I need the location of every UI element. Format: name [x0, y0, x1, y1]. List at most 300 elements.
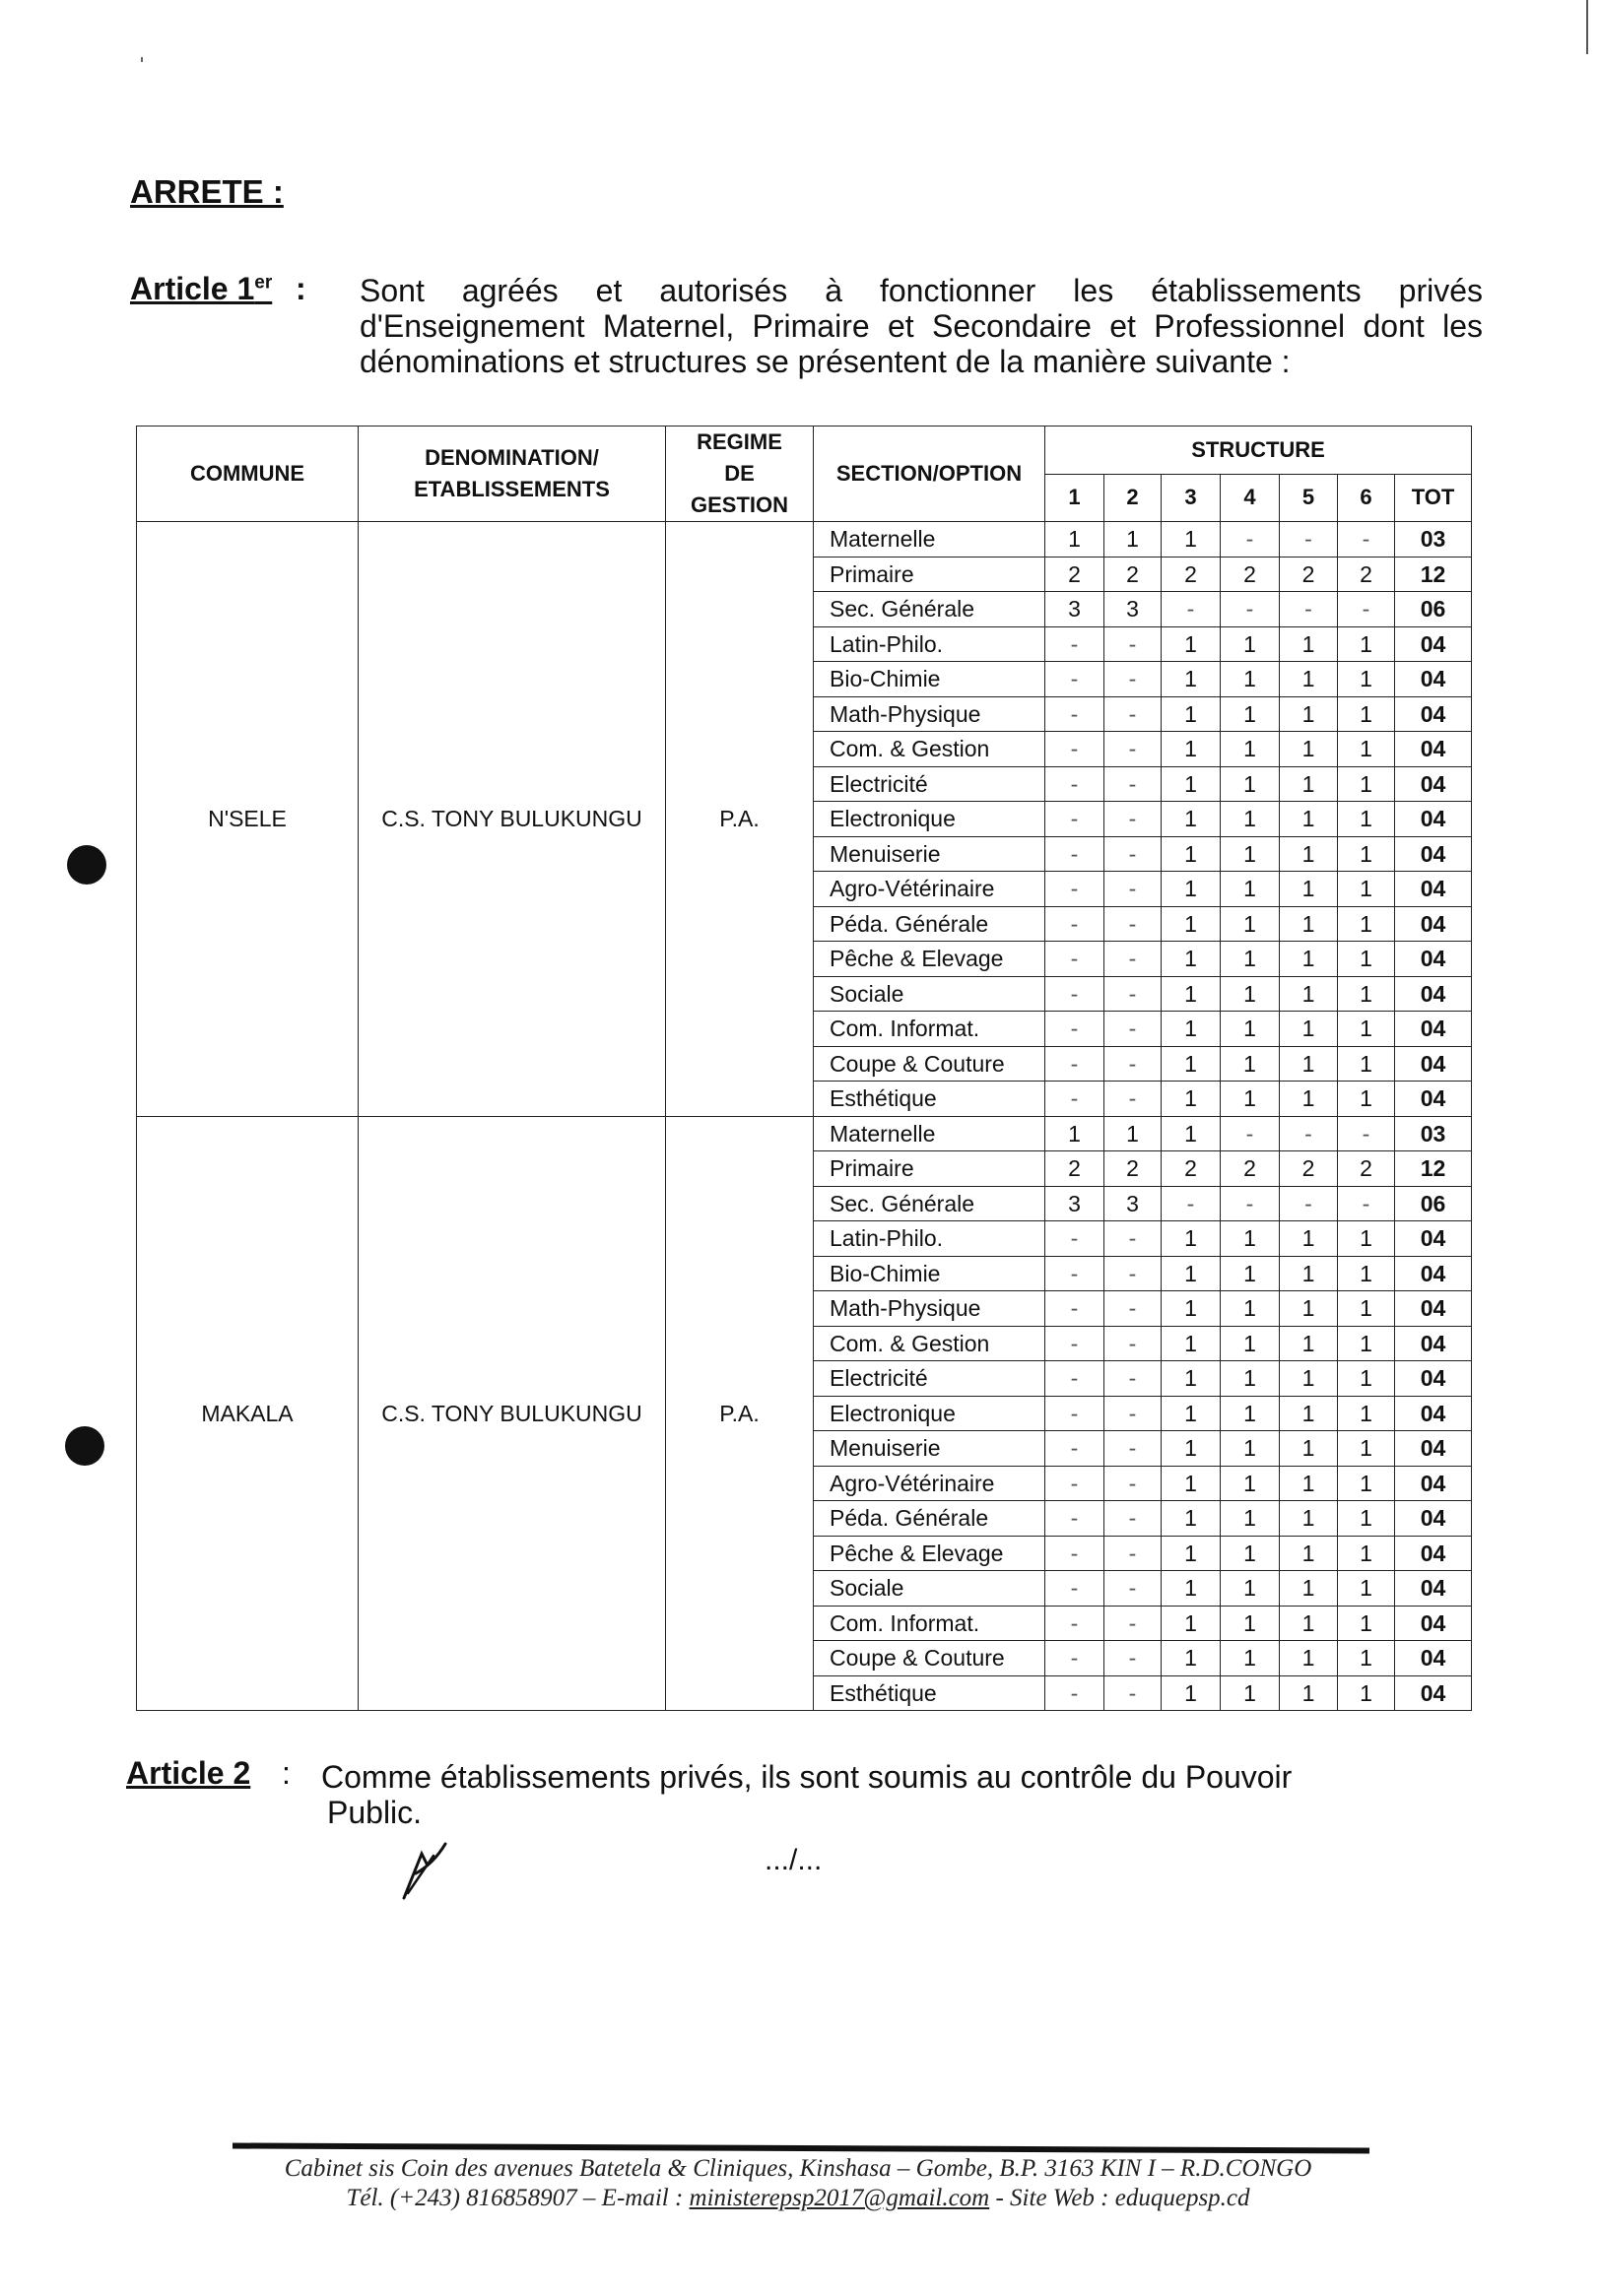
structure-cell-4: - — [1221, 1186, 1280, 1221]
article-2-text-line2: Public. — [327, 1795, 423, 1830]
total-cell: 04 — [1395, 732, 1472, 767]
continued-marker: .../... — [765, 1844, 823, 1876]
section-cell: Pêche & Elevage — [814, 942, 1045, 977]
structure-cell-1: - — [1045, 836, 1104, 872]
structure-cell-4: 1 — [1221, 1291, 1280, 1327]
section-cell: Péda. Générale — [814, 906, 1045, 942]
structure-cell-3: 1 — [1162, 1046, 1221, 1082]
structure-cell-5: 1 — [1280, 976, 1338, 1012]
structure-cell-6: 1 — [1338, 1326, 1395, 1361]
structure-cell-5: 1 — [1280, 1326, 1338, 1361]
structure-cell-3: - — [1162, 592, 1221, 627]
structure-cell-1: - — [1045, 1291, 1104, 1327]
structure-cell-4: 1 — [1221, 1326, 1280, 1361]
structure-cell-6: 1 — [1338, 1012, 1395, 1047]
structure-cell-2: 2 — [1104, 557, 1162, 592]
structure-cell-5: 1 — [1280, 1221, 1338, 1257]
total-cell: 04 — [1395, 942, 1472, 977]
structure-cell-1: - — [1045, 696, 1104, 732]
structure-cell-5: 1 — [1280, 1501, 1338, 1537]
structure-cell-3: 2 — [1162, 1151, 1221, 1187]
article-2-text — [321, 1759, 1385, 1830]
structure-cell-3: 2 — [1162, 557, 1221, 592]
table-body — [137, 522, 1472, 1711]
structure-cell-2: - — [1104, 1606, 1162, 1641]
section-cell: Bio-Chimie — [814, 1256, 1045, 1291]
article-1-text: Sont agréés et autorisés à fonctionner les établissements privés d'Enseignement Maternel, Primaire et Secondaire et Professionnel dont les dénominations et structures se présentent de la manière suivante : — [360, 273, 1483, 379]
structure-cell-4: 1 — [1221, 1361, 1280, 1397]
section-cell: Agro-Vétérinaire — [814, 872, 1045, 907]
structure-cell-5: 1 — [1280, 1466, 1338, 1501]
structure-cell-2: - — [1104, 732, 1162, 767]
footer-contact — [158, 2185, 1438, 2212]
structure-cell-3: 1 — [1162, 1466, 1221, 1501]
total-cell: 04 — [1395, 766, 1472, 802]
structure-cell-6: 1 — [1338, 626, 1395, 662]
structure-cell-5: 1 — [1280, 1571, 1338, 1607]
structure-cell-5: 1 — [1280, 696, 1338, 732]
structure-cell-1: 2 — [1045, 557, 1104, 592]
section-cell: Latin-Philo. — [814, 626, 1045, 662]
structure-cell-6: - — [1338, 592, 1395, 627]
structure-cell-6: 1 — [1338, 1361, 1395, 1397]
structure-cell-2: - — [1104, 1256, 1162, 1291]
total-cell: 12 — [1395, 557, 1472, 592]
structure-cell-5: 1 — [1280, 872, 1338, 907]
page-heading: ARRETE : — [130, 173, 284, 210]
structure-cell-2: - — [1104, 1326, 1162, 1361]
total-cell: 12 — [1395, 1151, 1472, 1187]
structure-cell-2: - — [1104, 1012, 1162, 1047]
structure-cell-6: 1 — [1338, 1256, 1395, 1291]
section-cell: Coupe & Couture — [814, 1641, 1045, 1676]
structure-cell-3: 1 — [1162, 836, 1221, 872]
structure-cell-2: - — [1104, 942, 1162, 977]
structure-cell-3: 1 — [1162, 1012, 1221, 1047]
article-2-label: Article 2 — [126, 1755, 251, 1791]
total-cell: 04 — [1395, 976, 1472, 1012]
structure-cell-1: - — [1045, 1256, 1104, 1291]
structure-cell-3: 1 — [1162, 1082, 1221, 1117]
structure-cell-4: 1 — [1221, 1466, 1280, 1501]
structure-cell-4: 1 — [1221, 766, 1280, 802]
total-cell: 04 — [1395, 1291, 1472, 1327]
header-regime-line2: DE — [724, 461, 755, 486]
total-cell: 04 — [1395, 662, 1472, 697]
header-col-5: 5 — [1280, 474, 1338, 522]
structure-cell-4: 1 — [1221, 1675, 1280, 1711]
section-cell: Maternelle — [814, 522, 1045, 558]
structure-cell-3: 1 — [1162, 766, 1221, 802]
structure-cell-1: 3 — [1045, 592, 1104, 627]
structure-cell-2: - — [1104, 1221, 1162, 1257]
structure-cell-1: - — [1045, 1361, 1104, 1397]
section-cell: Agro-Vétérinaire — [814, 1466, 1045, 1501]
structure-cell-3: 1 — [1162, 1396, 1221, 1431]
section-cell: Primaire — [814, 1151, 1045, 1187]
structure-cell-2: 1 — [1104, 522, 1162, 558]
structure-cell-5: 2 — [1280, 1151, 1338, 1187]
section-cell: Coupe & Couture — [814, 1046, 1045, 1082]
structure-cell-6: - — [1338, 522, 1395, 558]
structure-cell-6: 2 — [1338, 557, 1395, 592]
structure-cell-5: 1 — [1280, 1606, 1338, 1641]
structure-cell-2: - — [1104, 1466, 1162, 1501]
structure-cell-6: 1 — [1338, 766, 1395, 802]
header-col-4: 4 — [1221, 474, 1280, 522]
structure-cell-6: - — [1338, 1116, 1395, 1151]
structure-cell-3: 1 — [1162, 1675, 1221, 1711]
section-cell: Com. & Gestion — [814, 732, 1045, 767]
structure-cell-1: - — [1045, 802, 1104, 837]
structure-cell-1: - — [1045, 1046, 1104, 1082]
structure-cell-3: 1 — [1162, 802, 1221, 837]
structure-cell-3: 1 — [1162, 1501, 1221, 1537]
structure-cell-6: 1 — [1338, 662, 1395, 697]
structure-cell-1: - — [1045, 1396, 1104, 1431]
structure-cell-3: 1 — [1162, 1641, 1221, 1676]
header-regime-line3: GESTION — [690, 492, 788, 517]
structure-cell-1: - — [1045, 976, 1104, 1012]
structure-cell-1: - — [1045, 1641, 1104, 1676]
structure-cell-3: 1 — [1162, 1361, 1221, 1397]
structure-cell-5: 1 — [1280, 1082, 1338, 1117]
regime-cell: P.A. — [666, 522, 814, 1117]
structure-cell-4: 1 — [1221, 906, 1280, 942]
structure-cell-3: 1 — [1162, 696, 1221, 732]
section-cell: Electronique — [814, 1396, 1045, 1431]
structure-cell-1: - — [1045, 942, 1104, 977]
structure-cell-2: 2 — [1104, 1151, 1162, 1187]
structure-cell-6: 1 — [1338, 836, 1395, 872]
section-cell: Primaire — [814, 557, 1045, 592]
section-cell: Menuiserie — [814, 836, 1045, 872]
header-col-1: 1 — [1045, 474, 1104, 522]
handwritten-paraph — [394, 1834, 453, 1903]
structure-cell-3: 1 — [1162, 1291, 1221, 1327]
structure-cell-5: 2 — [1280, 557, 1338, 592]
structure-cell-4: - — [1221, 522, 1280, 558]
header-denomination-line1: DENOMINATION/ — [425, 445, 599, 470]
structure-cell-4: 2 — [1221, 1151, 1280, 1187]
structure-cell-6: 1 — [1338, 872, 1395, 907]
total-cell: 04 — [1395, 872, 1472, 907]
structure-table — [136, 426, 1472, 1711]
structure-cell-3: 1 — [1162, 662, 1221, 697]
structure-cell-5: 1 — [1280, 626, 1338, 662]
section-cell: Péda. Générale — [814, 1501, 1045, 1537]
structure-cell-1: - — [1045, 906, 1104, 942]
structure-cell-6: 1 — [1338, 1291, 1395, 1327]
structure-cell-5: - — [1280, 592, 1338, 627]
structure-cell-4: 1 — [1221, 1256, 1280, 1291]
structure-cell-2: - — [1104, 1501, 1162, 1537]
structure-cell-6: 1 — [1338, 906, 1395, 942]
structure-cell-3: 1 — [1162, 1536, 1221, 1571]
structure-cell-5: 1 — [1280, 1046, 1338, 1082]
structure-cell-4: 1 — [1221, 836, 1280, 872]
structure-cell-3: 1 — [1162, 1116, 1221, 1151]
structure-cell-3: 1 — [1162, 522, 1221, 558]
structure-cell-5: 1 — [1280, 1536, 1338, 1571]
total-cell: 04 — [1395, 1326, 1472, 1361]
structure-cell-5: 1 — [1280, 802, 1338, 837]
structure-cell-2: - — [1104, 766, 1162, 802]
structure-cell-5: 1 — [1280, 1396, 1338, 1431]
structure-cell-6: 1 — [1338, 1641, 1395, 1676]
total-cell: 04 — [1395, 1536, 1472, 1571]
section-cell: Menuiserie — [814, 1431, 1045, 1467]
header-col-2: 2 — [1104, 474, 1162, 522]
structure-cell-2: - — [1104, 1431, 1162, 1467]
structure-cell-2: - — [1104, 1361, 1162, 1397]
structure-cell-4: 1 — [1221, 626, 1280, 662]
structure-cell-6: 1 — [1338, 1046, 1395, 1082]
total-cell: 04 — [1395, 696, 1472, 732]
structure-cell-2: - — [1104, 696, 1162, 732]
structure-cell-4: - — [1221, 1116, 1280, 1151]
structure-cell-5: 1 — [1280, 906, 1338, 942]
total-cell: 04 — [1395, 1501, 1472, 1537]
section-cell: Com. Informat. — [814, 1606, 1045, 1641]
structure-cell-5: 1 — [1280, 836, 1338, 872]
structure-cell-1: - — [1045, 1221, 1104, 1257]
total-cell: 03 — [1395, 522, 1472, 558]
header-col-3: 3 — [1162, 474, 1221, 522]
structure-cell-1: - — [1045, 1606, 1104, 1641]
section-cell: Pêche & Elevage — [814, 1536, 1045, 1571]
regime-cell: P.A. — [666, 1116, 814, 1711]
header-structure: STRUCTURE — [1045, 426, 1472, 475]
structure-cell-4: 1 — [1221, 1431, 1280, 1467]
section-cell: Sociale — [814, 1571, 1045, 1607]
total-cell: 04 — [1395, 802, 1472, 837]
table-row — [137, 1116, 1472, 1151]
structure-cell-6: 1 — [1338, 1466, 1395, 1501]
structure-cell-5: - — [1280, 1186, 1338, 1221]
structure-cell-4: 1 — [1221, 732, 1280, 767]
hole-punch-dot — [65, 1426, 104, 1466]
article-2-colon: : — [282, 1755, 291, 1791]
structure-cell-3: 1 — [1162, 1431, 1221, 1467]
structure-cell-1: - — [1045, 626, 1104, 662]
structure-cell-2: - — [1104, 1571, 1162, 1607]
total-cell: 04 — [1395, 1361, 1472, 1397]
structure-cell-3: 1 — [1162, 626, 1221, 662]
structure-cell-3: 1 — [1162, 1221, 1221, 1257]
section-cell: Latin-Philo. — [814, 1221, 1045, 1257]
structure-cell-1: - — [1045, 1326, 1104, 1361]
structure-cell-5: 1 — [1280, 1256, 1338, 1291]
section-cell: Sociale — [814, 976, 1045, 1012]
footer-email-link[interactable]: ministerepsp2017@gmail.com — [689, 2185, 990, 2211]
article-1-label-sup: er — [254, 272, 273, 294]
structure-cell-1: 3 — [1045, 1186, 1104, 1221]
structure-cell-1: - — [1045, 872, 1104, 907]
total-cell: 04 — [1395, 906, 1472, 942]
structure-cell-1: - — [1045, 1012, 1104, 1047]
structure-cell-4: 1 — [1221, 1641, 1280, 1676]
structure-cell-6: 1 — [1338, 1675, 1395, 1711]
footer-rule — [233, 2142, 1369, 2153]
structure-cell-1: - — [1045, 766, 1104, 802]
structure-cell-3: 1 — [1162, 872, 1221, 907]
structure-cell-4: 1 — [1221, 1606, 1280, 1641]
header-regime-line1: REGIME — [697, 429, 782, 454]
header-commune: COMMUNE — [137, 426, 359, 522]
structure-cell-4: 1 — [1221, 872, 1280, 907]
structure-cell-5: - — [1280, 1116, 1338, 1151]
footer-website: - Site Web : eduquepsp.cd — [989, 2185, 1250, 2211]
structure-cell-2: 1 — [1104, 1116, 1162, 1151]
total-cell: 04 — [1395, 1641, 1472, 1676]
structure-cell-1: 1 — [1045, 522, 1104, 558]
structure-cell-2: - — [1104, 872, 1162, 907]
total-cell: 04 — [1395, 1256, 1472, 1291]
structure-cell-3: 1 — [1162, 1606, 1221, 1641]
structure-cell-2: 3 — [1104, 592, 1162, 627]
structure-cell-5: - — [1280, 522, 1338, 558]
structure-cell-1: - — [1045, 1431, 1104, 1467]
etablissement-cell: C.S. TONY BULUKUNGU — [359, 522, 666, 1117]
section-cell: Bio-Chimie — [814, 662, 1045, 697]
section-cell: Sec. Générale — [814, 1186, 1045, 1221]
structure-cell-4: 1 — [1221, 662, 1280, 697]
structure-cell-4: 1 — [1221, 1536, 1280, 1571]
structure-cell-1: - — [1045, 1536, 1104, 1571]
structure-cell-2: - — [1104, 906, 1162, 942]
scan-speck — [141, 57, 143, 62]
total-cell: 04 — [1395, 1396, 1472, 1431]
article-1-label — [130, 271, 272, 307]
structure-cell-3: 1 — [1162, 1256, 1221, 1291]
structure-cell-3: - — [1162, 1186, 1221, 1221]
structure-cell-6: 1 — [1338, 1536, 1395, 1571]
structure-cell-1: - — [1045, 662, 1104, 697]
structure-cell-3: 1 — [1162, 906, 1221, 942]
structure-cell-1: - — [1045, 1571, 1104, 1607]
total-cell: 03 — [1395, 1116, 1472, 1151]
structure-cell-1: - — [1045, 1675, 1104, 1711]
structure-cell-5: 1 — [1280, 1641, 1338, 1676]
structure-cell-6: 1 — [1338, 1221, 1395, 1257]
structure-cell-6: 1 — [1338, 732, 1395, 767]
structure-cell-6: 1 — [1338, 1606, 1395, 1641]
structure-cell-2: - — [1104, 1082, 1162, 1117]
structure-cell-5: 1 — [1280, 662, 1338, 697]
structure-cell-2: - — [1104, 1291, 1162, 1327]
structure-cell-4: 1 — [1221, 942, 1280, 977]
total-cell: 04 — [1395, 1571, 1472, 1607]
structure-cell-4: 1 — [1221, 1046, 1280, 1082]
section-cell: Com. & Gestion — [814, 1326, 1045, 1361]
section-cell: Esthétique — [814, 1082, 1045, 1117]
structure-cell-2: - — [1104, 1675, 1162, 1711]
total-cell: 04 — [1395, 1606, 1472, 1641]
structure-cell-4: 1 — [1221, 976, 1280, 1012]
structure-cell-2: - — [1104, 836, 1162, 872]
structure-cell-6: 1 — [1338, 696, 1395, 732]
section-cell: Math-Physique — [814, 1291, 1045, 1327]
structure-cell-6: 1 — [1338, 1571, 1395, 1607]
header-regime — [666, 426, 814, 522]
hole-punch-dot — [67, 845, 106, 885]
structure-cell-4: 2 — [1221, 557, 1280, 592]
commune-cell: MAKALA — [137, 1116, 359, 1711]
article-1-label-text: Article 1 — [130, 271, 255, 306]
structure-cell-5: 1 — [1280, 1291, 1338, 1327]
structure-cell-5: 1 — [1280, 942, 1338, 977]
section-cell: Math-Physique — [814, 696, 1045, 732]
commune-cell: N'SELE — [137, 522, 359, 1117]
section-cell: Com. Informat. — [814, 1012, 1045, 1047]
structure-cell-3: 1 — [1162, 732, 1221, 767]
structure-cell-6: 1 — [1338, 1082, 1395, 1117]
structure-cell-2: - — [1104, 1536, 1162, 1571]
section-cell: Maternelle — [814, 1116, 1045, 1151]
structure-cell-2: - — [1104, 1641, 1162, 1676]
article-1-colon: : — [296, 271, 306, 306]
structure-cell-2: - — [1104, 662, 1162, 697]
structure-cell-2: 3 — [1104, 1186, 1162, 1221]
total-cell: 04 — [1395, 1221, 1472, 1257]
structure-cell-1: - — [1045, 732, 1104, 767]
structure-cell-5: 1 — [1280, 766, 1338, 802]
total-cell: 04 — [1395, 626, 1472, 662]
structure-cell-6: - — [1338, 1186, 1395, 1221]
structure-cell-2: - — [1104, 626, 1162, 662]
article-2-text-line1: Comme établissements privés, ils sont soumis au contrôle du Pouvoir — [321, 1759, 1293, 1795]
structure-cell-4: 1 — [1221, 1571, 1280, 1607]
section-cell: Electronique — [814, 802, 1045, 837]
etablissement-cell: C.S. TONY BULUKUNGU — [359, 1116, 666, 1711]
structure-cell-4: 1 — [1221, 1221, 1280, 1257]
structure-cell-4: 1 — [1221, 802, 1280, 837]
total-cell: 06 — [1395, 592, 1472, 627]
structure-cell-1: - — [1045, 1466, 1104, 1501]
total-cell: 04 — [1395, 1466, 1472, 1501]
structure-cell-6: 1 — [1338, 1396, 1395, 1431]
scan-edge-mark — [1586, 0, 1588, 54]
structure-cell-6: 1 — [1338, 942, 1395, 977]
structure-cell-6: 1 — [1338, 1501, 1395, 1537]
structure-cell-3: 1 — [1162, 1326, 1221, 1361]
structure-cell-3: 1 — [1162, 1571, 1221, 1607]
structure-cell-4: 1 — [1221, 1501, 1280, 1537]
footer-phone: Tél. (+243) 816858907 – E-mail : — [346, 2185, 690, 2211]
section-cell: Electricité — [814, 766, 1045, 802]
structure-cell-5: 1 — [1280, 1012, 1338, 1047]
structure-cell-2: - — [1104, 1396, 1162, 1431]
total-cell: 04 — [1395, 1431, 1472, 1467]
section-cell: Esthétique — [814, 1675, 1045, 1711]
structure-cell-6: 1 — [1338, 1431, 1395, 1467]
section-cell: Sec. Générale — [814, 592, 1045, 627]
structure-cell-5: 1 — [1280, 1361, 1338, 1397]
total-cell: 06 — [1395, 1186, 1472, 1221]
table-row — [137, 522, 1472, 558]
structure-cell-6: 2 — [1338, 1151, 1395, 1187]
total-cell: 04 — [1395, 1675, 1472, 1711]
header-col-tot: TOT — [1395, 474, 1472, 522]
total-cell: 04 — [1395, 1082, 1472, 1117]
structure-cell-3: 1 — [1162, 942, 1221, 977]
total-cell: 04 — [1395, 1046, 1472, 1082]
structure-cell-1: - — [1045, 1082, 1104, 1117]
header-section: SECTION/OPTION — [814, 426, 1045, 522]
header-denomination-line2: ETABLISSEMENTS — [414, 477, 610, 501]
structure-cell-4: 1 — [1221, 1396, 1280, 1431]
